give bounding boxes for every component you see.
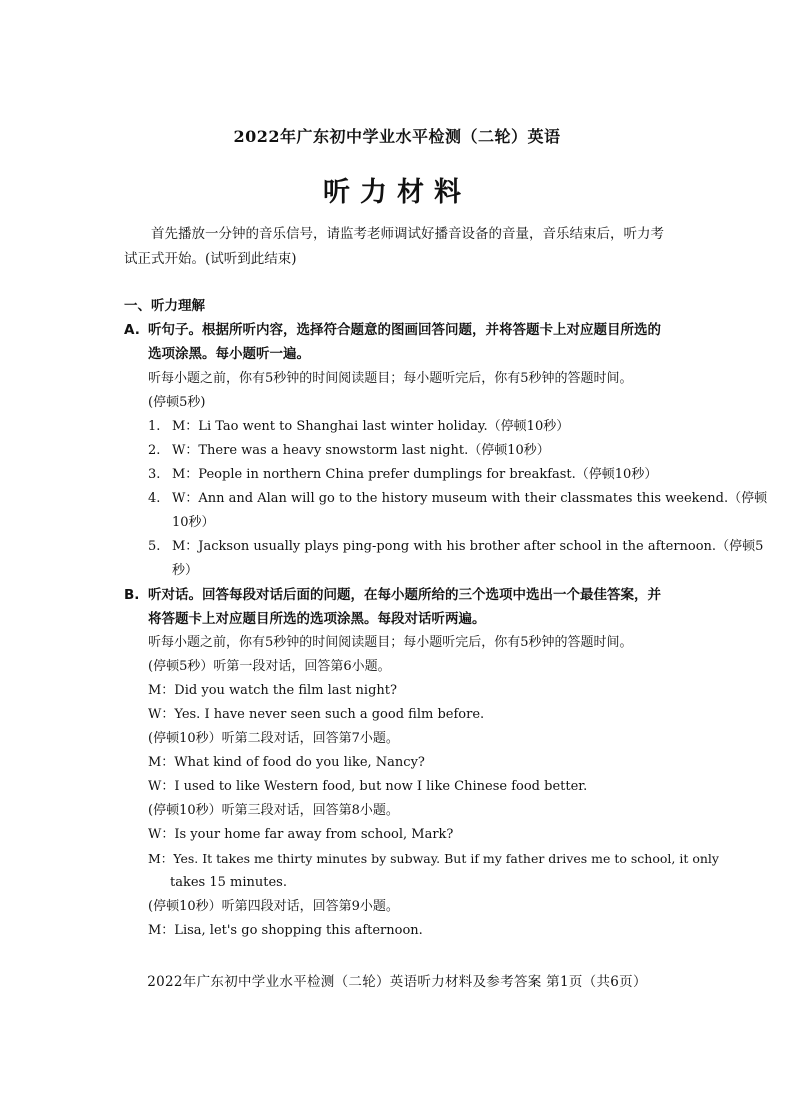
dialogue-line: (停顿5秒）听第一段对话，回答第6小题。: [148, 659, 391, 674]
part-a-label: A.: [124, 322, 140, 338]
dialogue-line: (停顿10秒）听第三段对话，回答第8小题。: [148, 803, 399, 818]
part-b-instruction: [124, 585, 661, 605]
item-text: M：Li Tao went to Shanghai last winter holiday.（停顿10秒）: [172, 419, 570, 434]
list-item: [148, 441, 550, 461]
dialogue-line: W：Yes. I have never seen such a good film before.: [148, 707, 485, 722]
part-a-instruction-line1: 听句子。根据所听内容，选择符合题意的图画回答问题，并将答题卡上对应题目所选的: [148, 322, 661, 338]
item-text: W：Ann and Alan will go to the history museum with their classmates this weekend.（停顿: [172, 491, 768, 506]
item-number: 3.: [148, 467, 161, 482]
part-a-note-line2: (停顿5秒): [148, 395, 206, 410]
dialogue-line: M：Yes. It takes me thirty minutes by subway. But if my father drives me to school, it only: [148, 851, 719, 866]
dialogue-line: W：I used to like Western food, but now I like Chinese food better.: [148, 779, 588, 794]
part-a-instruction-line2: 选项涂黑。每小题听一遍。: [148, 346, 310, 362]
list-item: [148, 489, 768, 509]
dialogue-line: (停顿10秒）听第二段对话，回答第7小题。: [148, 731, 399, 746]
item-number: 2.: [148, 443, 161, 458]
item-number: 5.: [148, 539, 161, 554]
dialogue-line: (停顿10秒）听第四段对话，回答第9小题。: [148, 899, 399, 914]
part-b-instruction-line1: 听对话。回答每段对话后面的问题，在每小题所给的三个选项中选出一个最佳答案，并: [148, 587, 661, 603]
item-number: 4.: [148, 491, 161, 506]
part-a-note-line1: 听每小题之前，你有5秒钟的时间阅读题目；每小题听完后，你有5秒钟的答题时间。: [148, 371, 633, 386]
exam-title: 2022年广东初中学业水平检测（二轮）英语: [233, 127, 561, 146]
part-a-instruction: [124, 320, 661, 340]
item-number: 1.: [148, 419, 161, 434]
list-item: [148, 417, 569, 437]
dialogue-line: M：Did you watch the film last night?: [148, 683, 397, 698]
section-title: 一、听力理解: [124, 298, 205, 314]
item-text-continued: 秒）: [172, 563, 199, 578]
part-b-label: B.: [124, 587, 140, 603]
dialogue-line: M：What kind of food do you like, Nancy?: [148, 755, 425, 770]
part-b-note-line1: 听每小题之前，你有5秒钟的时间阅读题目；每小题听完后，你有5秒钟的答题时间。: [148, 635, 633, 650]
page-title: 听力材料: [323, 177, 471, 208]
dialogue-line: M：Lisa, let's go shopping this afternoon.: [148, 923, 423, 938]
item-text-continued: 10秒）: [172, 515, 215, 530]
part-b-instruction-line2: 将答题卡上对应题目所选的选项涂黑。每段对话听两遍。: [148, 611, 486, 627]
item-text: M：Jackson usually plays ping-pong with his brother after school in the afternoon.（停顿5: [172, 539, 764, 554]
item-text: W：There was a heavy snowstorm last night.（停顿10秒）: [172, 443, 550, 458]
list-item: [148, 537, 764, 557]
dialogue-line: W：Is your home far away from school, Mark?: [148, 827, 454, 842]
intro-paragraph: 首先播放一分钟的音乐信号，请监考老师调试好播音设备的音量，音乐结束后，听力考试正式开始。(试听到此结束): [124, 226, 664, 267]
dialogue-line: takes 15 minutes.: [170, 875, 287, 890]
item-text: M：People in northern China prefer dumplings for breakfast.（停顿10秒）: [172, 467, 658, 482]
list-item: [148, 465, 657, 485]
page-footer: 2022年广东初中学业水平检测（二轮）英语听力材料及参考答案 第1页（共6页）: [147, 974, 647, 990]
